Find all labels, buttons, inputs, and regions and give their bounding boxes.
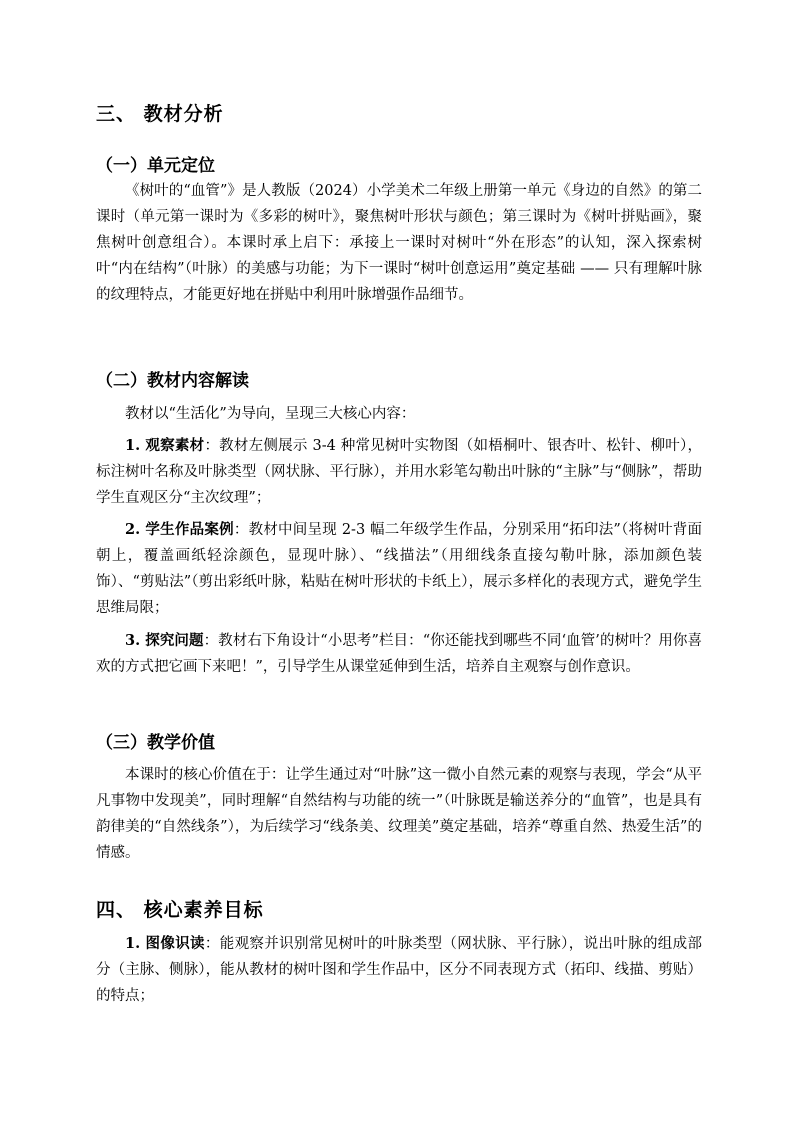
item-label: 1. 图像识读 bbox=[125, 935, 205, 952]
item-text: ：教材左侧展示 3-4 种常见树叶实物图（如梧桐叶、银杏叶、松针、柳叶），标注树叶名称及叶脉类型（网状脉、平行脉），并用水彩笔勾勒出叶脉的“主脉”与“侧脉”，帮助学生直观区分“主次纹理”； bbox=[96, 438, 702, 506]
unit-position-heading: （一）单元定位 bbox=[96, 156, 215, 176]
content-item-inquiry bbox=[96, 628, 702, 680]
content-intro-paragraph: 教材以“生活化”为导向，呈现三大核心内容： bbox=[125, 406, 416, 422]
item-label: 3. 探究问题 bbox=[125, 632, 204, 649]
teaching-value-paragraph: 本课时的核心价值在于：让学生通过对“叶脉”这一微小自然元素的观察与表现，学会“从平凡事物中发现美”，同时理解“自然结构与功能的统一”（叶脉既是输送养分的“血管”，也是具有韵律美的“自然线条”），为后续学习“线条美、纹理美”奠定基础，培养“尊重自然、热爱生活”的情感。 bbox=[96, 767, 702, 861]
item-text: ：教材中间呈现 2-3 幅二年级学生作品，分别采用“拓印法”（将树叶背面朝上，覆盖画纸轻涂颜色，显现叶脉）、“线描法”（用细线条直接勾勒叶脉，添加颜色装饰）、“剪贴法”（剪出彩纸叶脉，粘贴在树叶形状的卡纸上），展示多样化的表现方式，避免学生思维局限； bbox=[96, 522, 702, 616]
teaching-value-heading: （三）教学价值 bbox=[96, 733, 215, 753]
section-4-title: 四、 核心素养目标 bbox=[96, 899, 264, 921]
item-label: 2. 学生作品案例 bbox=[125, 521, 234, 538]
content-item-student-works bbox=[96, 517, 702, 621]
literacy-item-image-reading bbox=[96, 931, 702, 1009]
item-label: 1. 观察素材 bbox=[125, 437, 205, 454]
item-text: ：能观察并识别常见树叶的叶脉类型（网状脉、平行脉），说出叶脉的组成部分（主脉、侧脉），能从教材的树叶图和学生作品中，区分不同表现方式（拓印、线描、剪贴）的特点； bbox=[96, 936, 702, 1004]
content-item-observation bbox=[96, 433, 702, 511]
content-reading-heading: （二）教材内容解读 bbox=[96, 371, 249, 391]
item-text: ：教材右下角设计“小思考”栏目：“你还能找到哪些不同‘血管’的树叶？用你喜欢的方式把它画下来吧！”，引导学生从课堂延伸到生活，培养自主观察与创作意识。 bbox=[96, 633, 702, 675]
section-3-title: 三、 教材分析 bbox=[96, 103, 224, 125]
unit-position-paragraph: 《树叶的“血管”》是人教版（2024）小学美术二年级上册第一单元《身边的自然》的第二课时（单元第一课时为《多彩的树叶》，聚焦树叶形状与颜色；第三课时为《树叶拼贴画》，聚焦树叶创意组合）。本课时承上启下：承接上一课时对树叶“外在形态”的认知，深入探索树叶“内在结构”（叶脉）的美感与功能；为下一课时“树叶创意运用”奠定基础 —— 只有理解叶脉的纹理特点，才能更好地在拼贴中利用叶脉增强作品细节。 bbox=[96, 183, 702, 303]
